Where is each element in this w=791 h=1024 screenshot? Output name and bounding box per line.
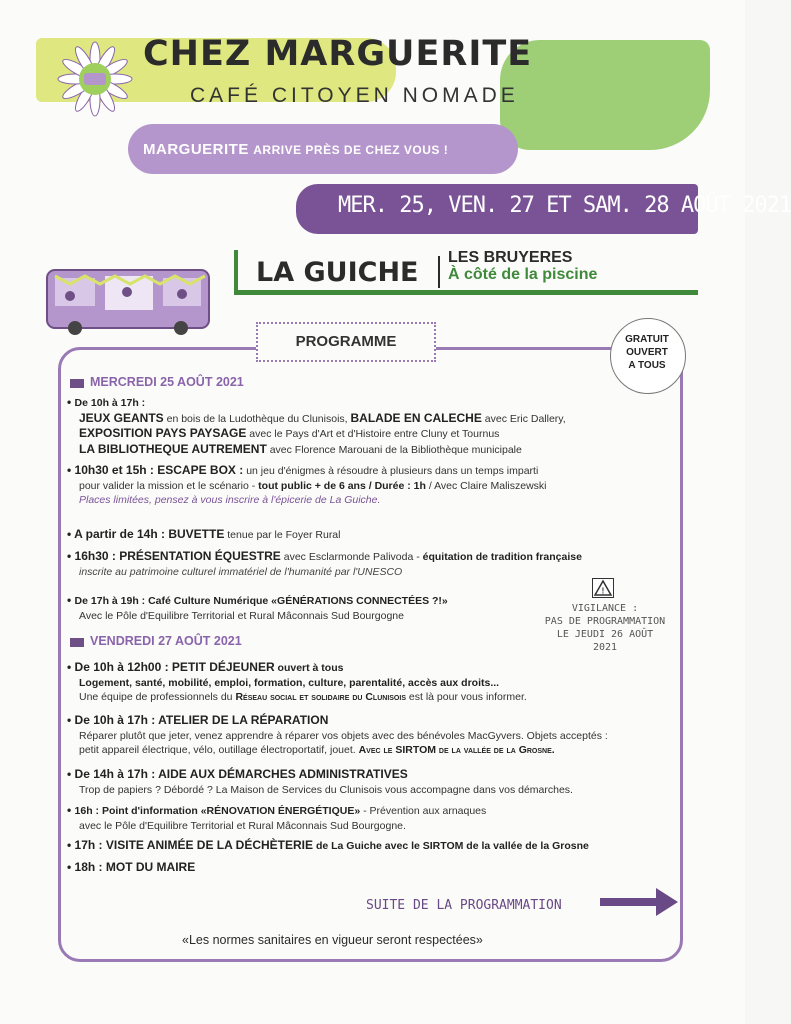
vigilance-line-1: VIGILANCE :	[571, 603, 639, 614]
activity-detail: est là pour vous informer.	[406, 691, 527, 703]
activity-detail: de La Guiche avec le SIRTOM de la vallée de la Grosne	[313, 840, 589, 852]
activity-detail: petit appareil électrique, vélo, outillage électroportatif, jouet.	[79, 744, 359, 756]
bus-illustration-icon	[45, 262, 213, 336]
svg-text:!: !	[601, 586, 605, 596]
activity-note: inscrite au patrimoine culturel immatériel de l'humanité par l'UNESCO	[79, 565, 403, 578]
activity-name: A partir de 14h : BUVETTE	[74, 527, 225, 541]
location-detail: À côté de la piscine	[448, 266, 598, 283]
activity-name: De 17h à 19h : Café Culture Numérique «GÉNÉRATIONS CONNECTÉES ?!»	[74, 595, 448, 607]
event-fri-6	[67, 860, 195, 876]
activity-name: BALADE EN CALECHE	[350, 410, 482, 425]
location-divider	[438, 256, 440, 288]
activity-name: JEUX GEANTS	[79, 410, 164, 425]
activity-detail: avec le Pôle d'Equilibre Territorial et Rural Mâconnais Sud Bourgogne.	[79, 819, 406, 832]
event-wed-3	[67, 527, 341, 543]
vigilance-line-3: LE JEUDI 26 AOÛT 2021	[556, 629, 654, 653]
partner-name: Réseau social et solidaire du Clunisois	[235, 691, 406, 703]
event-time: De 10h à 17h :	[74, 397, 146, 409]
tagline	[143, 141, 448, 158]
badge-line-3: A TOUS	[628, 360, 666, 371]
activity-audience: tout public + de 6 ans / Durée : 1h	[258, 479, 426, 492]
sanitary-notice: «Les normes sanitaires en vigueur seront respectées»	[182, 933, 483, 947]
programme-label: PROGRAMME	[295, 333, 397, 350]
activity-name: 10h30 et 15h : ESCAPE BOX :	[74, 463, 244, 477]
event-fri-5	[67, 838, 589, 854]
activity-detail: Une équipe de professionnels du	[79, 691, 236, 703]
activity-detail: avec le Pays d'Art et d'Histoire entre Cluny et Tournus	[246, 428, 500, 440]
activity-name: 16h30 : PRÉSENTATION ÉQUESTRE	[74, 549, 281, 563]
activity-detail: un jeu d'énigmes à résoudre à plusieurs dans un temps imparti	[243, 465, 539, 477]
activity-detail: / Avec Claire Maliszewski	[425, 479, 547, 492]
day-title-wednesday: MERCREDI 25 AOÛT 2021	[90, 375, 244, 389]
arrow-right-icon	[600, 882, 680, 922]
activity-topics: Logement, santé, mobilité, emploi, formation, culture, parentalité, accès aux droits...	[79, 676, 500, 689]
bullet: •	[67, 803, 75, 817]
partner-name: Avec le SIRTOM de la vallée de la Grosne.	[358, 744, 555, 756]
event-dates: MER. 25, VEN. 27 ET SAM. 28 AOÛT 2021	[338, 193, 791, 218]
continued-note: SUITE DE LA PROGRAMMATION	[366, 898, 562, 913]
day-title-friday: VENDREDI 27 AOÛT 2021	[90, 634, 242, 648]
activity-detail: pour valider la mission et le scénario -	[79, 479, 259, 492]
tagline-bold: MARGUERITE	[143, 141, 249, 158]
badge-line-2: OUVERT	[626, 347, 668, 358]
activity-name: 16h : Point d'information «RÉNOVATION ÉNERGÉTIQUE»	[74, 805, 361, 817]
event-wed-5	[67, 593, 448, 623]
activity-detail: équitation de tradition française	[422, 551, 582, 563]
day-marker	[70, 379, 84, 388]
bullet: •	[67, 527, 75, 541]
activity-name: De 10h à 12h00 : PETIT DÉJEUNER	[74, 660, 275, 674]
activity-name: 18h : MOT DU MAIRE	[74, 860, 196, 874]
activity-detail: avec Eric Dallery,	[481, 412, 566, 425]
booking-note: Places limitées, pensez à vous inscrire à l'épicerie de La Guiche.	[79, 494, 381, 506]
activity-detail: - Prévention aux arnaques	[360, 805, 487, 817]
bullet: •	[67, 860, 75, 874]
bullet: •	[67, 463, 75, 477]
activity-detail: avec Esclarmonde Palivoda -	[280, 551, 423, 563]
daisy-logo-icon	[56, 40, 134, 118]
activity-detail: Réparer plutôt que jeter, venez apprendre à réparer vos objets avec des bénévoles MacGyvers. Objets acceptés :	[79, 729, 608, 742]
activity-name: 17h : VISITE ANIMÉE DE LA DÉCHÈTERIE	[74, 838, 314, 852]
bullet: •	[67, 549, 75, 563]
event-wed-2	[67, 463, 547, 508]
event-wed-4	[67, 549, 582, 579]
location-underline	[234, 290, 698, 295]
location-place: LES BRUYERES	[448, 249, 573, 266]
brand-title: CHEZ MARGUERITE	[143, 34, 533, 74]
bullet: •	[67, 713, 75, 727]
location-left-rule	[234, 250, 238, 295]
event-fri-1	[67, 660, 527, 705]
activity-name: De 14h à 17h : AIDE AUX DÉMARCHES ADMINISTRATIVES	[74, 767, 408, 781]
badge-line-1: GRATUIT	[625, 334, 669, 345]
activity-detail: Avec le Pôle d'Equilibre Territorial et Rural Mâconnais Sud Bourgogne	[79, 609, 404, 622]
warning-icon	[592, 578, 614, 598]
free-badge-text	[610, 333, 684, 372]
event-fri-4	[67, 803, 486, 833]
vigilance-line-2: PAS DE PROGRAMMATION	[544, 616, 666, 627]
location-town: LA GUICHE	[256, 257, 419, 288]
brand-subtitle: CAFÉ CITOYEN NOMADE	[190, 84, 519, 107]
activity-detail: tenue par le Foyer Rural	[224, 529, 341, 541]
bullet: •	[67, 660, 75, 674]
vigilance-note	[544, 602, 666, 654]
activity-detail: Trop de papiers ? Débordé ? La Maison de Services du Clunisois vous accompagne dans vos démarches.	[79, 783, 573, 796]
tagline-rest: ARRIVE PRÈS DE CHEZ VOUS !	[253, 143, 449, 157]
bullet: •	[67, 767, 75, 781]
event-fri-2	[67, 713, 608, 758]
bullet: •	[67, 838, 75, 852]
event-fri-3	[67, 767, 573, 797]
activity-detail: avec Florence Marouani de la Bibliothèque municipale	[266, 443, 522, 456]
bullet: •	[67, 395, 75, 409]
day-marker	[70, 638, 84, 647]
event-wed-1	[67, 395, 566, 457]
activity-name: EXPOSITION PAYS PAYSAGE	[79, 426, 247, 440]
activity-detail: en bois de la Ludothèque du Clunisois,	[163, 412, 351, 425]
activity-name: De 10h à 17h : ATELIER DE LA RÉPARATION	[74, 713, 329, 727]
activity-detail: ouvert à tous	[274, 662, 344, 674]
bullet: •	[67, 593, 75, 607]
activity-name: LA BIBLIOTHEQUE AUTREMENT	[79, 441, 267, 456]
